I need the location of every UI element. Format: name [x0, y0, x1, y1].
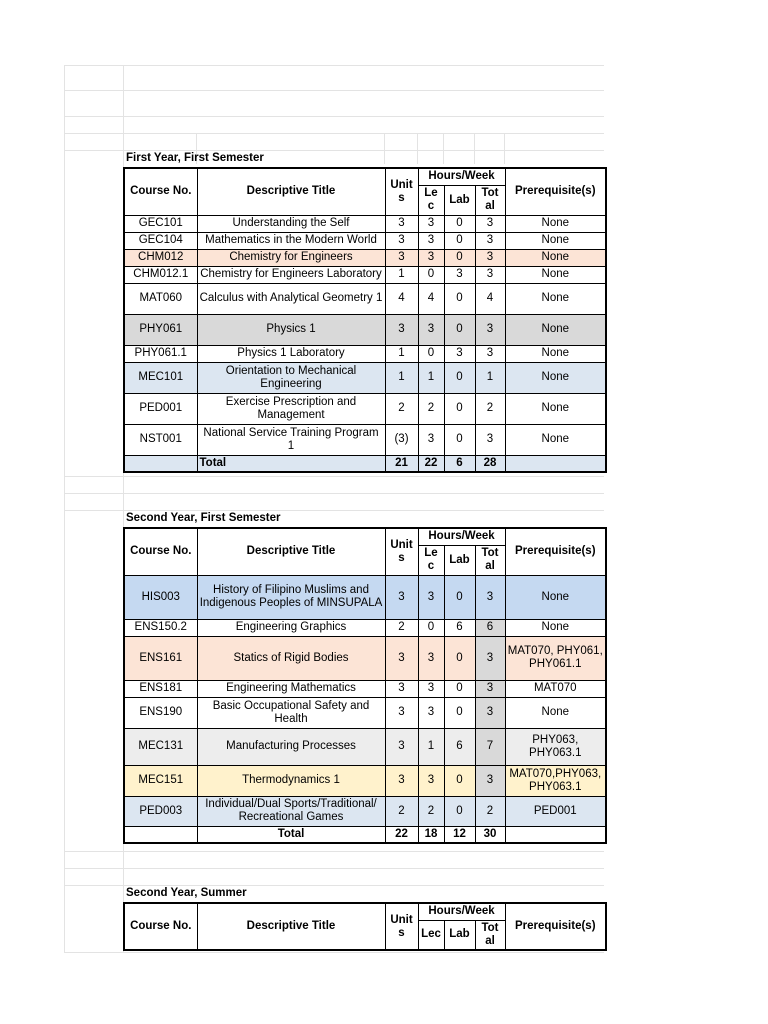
total-hours: 30: [475, 826, 505, 843]
course-lab: 0: [444, 362, 475, 393]
course-total: 3: [475, 636, 505, 680]
table-row: [124, 362, 606, 393]
course-title: National Service Training Program 1: [197, 424, 385, 455]
course-lab: 3: [444, 345, 475, 362]
course-units: 2: [385, 619, 418, 636]
course-lec: 3: [418, 697, 444, 728]
course-units: 3: [385, 697, 418, 728]
course-units: 1: [385, 345, 418, 362]
table-row: [124, 232, 606, 249]
header-prerequisites: Prerequisite(s): [505, 168, 606, 215]
header-lab: Lab: [444, 920, 475, 950]
table-row: [124, 636, 606, 680]
course-lec: 2: [418, 393, 444, 424]
header-lec: Le c: [418, 545, 444, 575]
table-row: [124, 765, 606, 796]
total-empty: [505, 455, 606, 472]
course-title: Chemistry for Engineers: [197, 249, 385, 266]
curriculum-table-first-year-first-sem: [123, 167, 607, 473]
course-code: MEC151: [124, 765, 197, 796]
course-prereq: PHY063, PHY063.1: [505, 728, 606, 765]
course-prereq: None: [505, 266, 606, 283]
table-row: [124, 697, 606, 728]
course-title: Calculus with Analytical Geometry 1: [197, 283, 385, 314]
course-total: 3: [475, 424, 505, 455]
course-lec: 1: [418, 362, 444, 393]
course-total: 1: [475, 362, 505, 393]
table-row: [124, 796, 606, 826]
gridline: [64, 476, 604, 477]
table-row: [124, 249, 606, 266]
course-lec: 3: [418, 765, 444, 796]
course-prereq: MAT070: [505, 680, 606, 697]
total-lec: 18: [418, 826, 444, 843]
course-total: 3: [475, 680, 505, 697]
gridline: [64, 952, 604, 953]
table-row: [124, 215, 606, 232]
course-title: Exercise Prescription and Management: [197, 393, 385, 424]
course-lab: 0: [444, 796, 475, 826]
course-total: 3: [475, 215, 505, 232]
course-lec: 3: [418, 636, 444, 680]
total-lab: 6: [444, 455, 475, 472]
course-lab: 0: [444, 424, 475, 455]
course-lec: 3: [418, 680, 444, 697]
header-lec: Lec: [418, 920, 444, 950]
course-code: MEC101: [124, 362, 197, 393]
gridline: [64, 90, 604, 91]
header-units: Unit s: [385, 528, 418, 575]
header-lab: Lab: [444, 185, 475, 215]
header-total: Tot al: [475, 920, 505, 950]
header-descriptive-title: Descriptive Title: [197, 903, 385, 950]
course-prereq: None: [505, 283, 606, 314]
gridline: [64, 65, 604, 66]
gridline: [64, 868, 604, 869]
course-lab: 3: [444, 266, 475, 283]
table-row: [124, 424, 606, 455]
course-prereq: PED001: [505, 796, 606, 826]
header-course-no: Course No.: [124, 903, 197, 950]
total-label: Total: [197, 826, 385, 843]
gridline: [64, 65, 65, 953]
course-total: 3: [475, 575, 505, 619]
course-prereq: None: [505, 697, 606, 728]
course-title: Manufacturing Processes: [197, 728, 385, 765]
course-lec: 0: [418, 266, 444, 283]
section-heading-second-year-summer: Second Year, Summer: [126, 887, 247, 899]
course-lab: 0: [444, 393, 475, 424]
total-empty: [124, 455, 197, 472]
header-prerequisites: Prerequisite(s): [505, 528, 606, 575]
course-title: Physics 1: [197, 314, 385, 345]
course-prereq: None: [505, 215, 606, 232]
course-code: PED001: [124, 393, 197, 424]
course-code: PHY061: [124, 314, 197, 345]
gridline: [64, 510, 604, 511]
course-title: Thermodynamics 1: [197, 765, 385, 796]
course-code: NST001: [124, 424, 197, 455]
header-total: Tot al: [475, 545, 505, 575]
course-total: 6: [475, 619, 505, 636]
course-lec: 3: [418, 215, 444, 232]
course-prereq: None: [505, 619, 606, 636]
course-code: CHM012.1: [124, 266, 197, 283]
course-lab: 0: [444, 697, 475, 728]
course-prereq: None: [505, 575, 606, 619]
course-total: 3: [475, 266, 505, 283]
course-units: 3: [385, 636, 418, 680]
gridline: [64, 133, 604, 134]
course-code: ENS190: [124, 697, 197, 728]
course-total: 3: [475, 314, 505, 345]
course-units: 1: [385, 362, 418, 393]
header-course-no: Course No.: [124, 168, 197, 215]
course-code: ENS181: [124, 680, 197, 697]
total-label: Total: [197, 455, 385, 472]
table-row: [124, 728, 606, 765]
course-code: ENS150.2: [124, 619, 197, 636]
gridline: [64, 851, 604, 852]
course-prereq: None: [505, 314, 606, 345]
course-lec: 4: [418, 283, 444, 314]
course-title: Engineering Graphics: [197, 619, 385, 636]
table-row: [124, 266, 606, 283]
course-lab: 6: [444, 619, 475, 636]
course-code: ENS161: [124, 636, 197, 680]
header-descriptive-title: Descriptive Title: [197, 528, 385, 575]
header-hours-week: Hours/Week: [418, 168, 505, 185]
course-units: (3): [385, 424, 418, 455]
gridline: [64, 885, 604, 886]
total-lab: 12: [444, 826, 475, 843]
course-prereq: None: [505, 345, 606, 362]
course-lec: 3: [418, 249, 444, 266]
course-lec: 1: [418, 728, 444, 765]
course-prereq: None: [505, 249, 606, 266]
course-lab: 0: [444, 575, 475, 619]
course-units: 3: [385, 765, 418, 796]
course-lec: 3: [418, 232, 444, 249]
course-prereq: MAT070, PHY061, PHY061.1: [505, 636, 606, 680]
course-units: 3: [385, 232, 418, 249]
course-prereq: None: [505, 424, 606, 455]
header-lec: Le c: [418, 185, 444, 215]
section-heading-second-year-first-sem: Second Year, First Semester: [126, 512, 281, 524]
header-total: Tot al: [475, 185, 505, 215]
curriculum-table-second-year-summer: [123, 902, 607, 951]
course-code: PHY061.1: [124, 345, 197, 362]
course-total: 3: [475, 232, 505, 249]
course-title: Chemistry for Engineers Laboratory: [197, 266, 385, 283]
course-total: 3: [475, 345, 505, 362]
total-empty: [124, 826, 197, 843]
table-row: [124, 393, 606, 424]
header-descriptive-title: Descriptive Title: [197, 168, 385, 215]
section-heading-first-year-first-sem: First Year, First Semester: [126, 152, 264, 164]
course-title: Understanding the Self: [197, 215, 385, 232]
course-code: CHM012: [124, 249, 197, 266]
course-units: 3: [385, 314, 418, 345]
course-title: Engineering Mathematics: [197, 680, 385, 697]
course-lab: 0: [444, 215, 475, 232]
table-row: [124, 314, 606, 345]
course-units: 3: [385, 249, 418, 266]
course-total: 2: [475, 393, 505, 424]
header-hours-week: Hours/Week: [418, 903, 505, 920]
gridline: [384, 134, 385, 164]
course-lab: 0: [444, 765, 475, 796]
course-code: MAT060: [124, 283, 197, 314]
gridline: [474, 134, 475, 164]
course-units: 1: [385, 266, 418, 283]
header-lab: Lab: [444, 545, 475, 575]
course-code: PED003: [124, 796, 197, 826]
course-total: 2: [475, 796, 505, 826]
course-title: Physics 1 Laboratory: [197, 345, 385, 362]
table-row: [124, 345, 606, 362]
course-code: GEC101: [124, 215, 197, 232]
course-code: GEC104: [124, 232, 197, 249]
course-units: 3: [385, 680, 418, 697]
table-row: [124, 680, 606, 697]
course-title: Orientation to Mechanical Engineering: [197, 362, 385, 393]
course-total: 3: [475, 765, 505, 796]
header-prerequisites: Prerequisite(s): [505, 903, 606, 950]
course-code: HIS003: [124, 575, 197, 619]
total-lec: 22: [418, 455, 444, 472]
course-total: 3: [475, 249, 505, 266]
course-lec: 0: [418, 619, 444, 636]
header-units: Unit s: [385, 168, 418, 215]
course-prereq: None: [505, 232, 606, 249]
table-row: [124, 283, 606, 314]
gridline: [64, 150, 604, 151]
gridline: [64, 116, 604, 117]
course-title: Mathematics in the Modern World: [197, 232, 385, 249]
course-lab: 0: [444, 680, 475, 697]
table-row: [124, 619, 606, 636]
total-units: 22: [385, 826, 418, 843]
course-title: Individual/Dual Sports/Traditional/ Recreational Games: [197, 796, 385, 826]
gridline: [417, 134, 418, 164]
total-empty: [505, 826, 606, 843]
gridline: [504, 134, 505, 164]
course-total: 4: [475, 283, 505, 314]
header-course-no: Course No.: [124, 528, 197, 575]
course-units: 3: [385, 215, 418, 232]
course-title: History of Filipino Muslims and Indigenous Peoples of MINSUPALA: [197, 575, 385, 619]
total-hours: 28: [475, 455, 505, 472]
course-lec: 3: [418, 314, 444, 345]
gridline: [64, 493, 604, 494]
header-hours-week: Hours/Week: [418, 528, 505, 545]
course-total: 7: [475, 728, 505, 765]
course-lec: 0: [418, 345, 444, 362]
header-units: Unit s: [385, 903, 418, 950]
course-prereq: None: [505, 393, 606, 424]
course-lab: 0: [444, 314, 475, 345]
course-lec: 3: [418, 424, 444, 455]
course-title: Statics of Rigid Bodies: [197, 636, 385, 680]
course-lec: 3: [418, 575, 444, 619]
course-total: 3: [475, 697, 505, 728]
course-prereq: None: [505, 362, 606, 393]
course-units: 3: [385, 575, 418, 619]
course-prereq: MAT070,PHY063, PHY063.1: [505, 765, 606, 796]
course-units: 2: [385, 796, 418, 826]
course-lab: 0: [444, 283, 475, 314]
course-units: 3: [385, 728, 418, 765]
curriculum-table-second-year-first-sem: [123, 527, 607, 844]
total-units: 21: [385, 455, 418, 472]
course-lab: 0: [444, 636, 475, 680]
course-lec: 2: [418, 796, 444, 826]
course-title: Basic Occupational Safety and Health: [197, 697, 385, 728]
table-row: [124, 575, 606, 619]
gridline: [443, 134, 444, 164]
course-units: 4: [385, 283, 418, 314]
course-lab: 0: [444, 232, 475, 249]
course-code: MEC131: [124, 728, 197, 765]
course-lab: 6: [444, 728, 475, 765]
course-lab: 0: [444, 249, 475, 266]
course-units: 2: [385, 393, 418, 424]
table-total-row: [124, 826, 606, 843]
table-total-row: [124, 455, 606, 472]
